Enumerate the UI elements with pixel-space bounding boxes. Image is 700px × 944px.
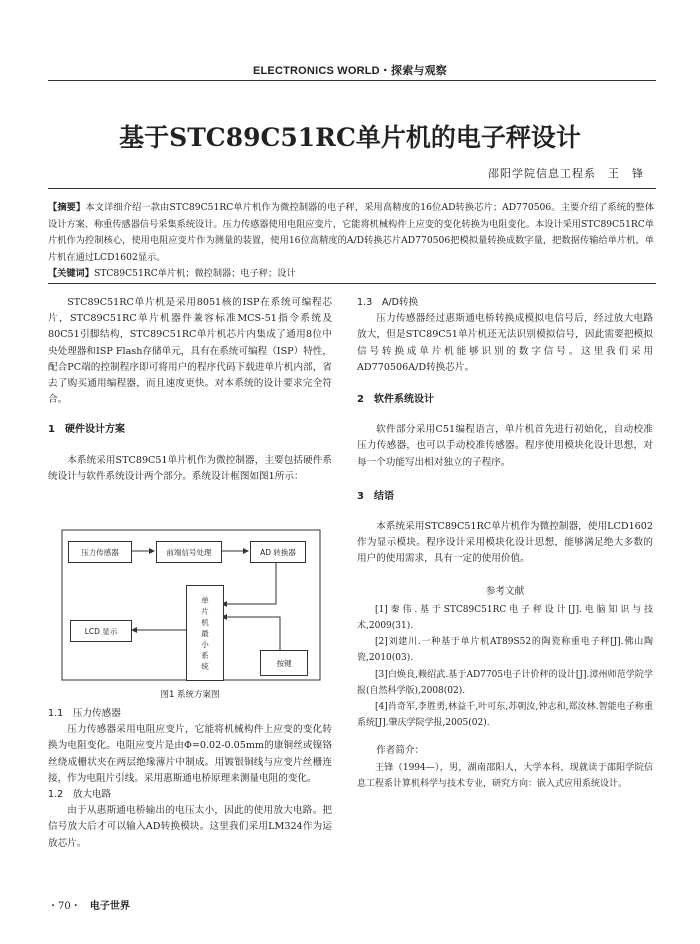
right-column (357, 295, 653, 792)
header-rule (48, 80, 656, 81)
section-1-2-text: 由于从惠斯通电桥输出的电压太小，因此的使用放大电路。把信号放大后才可以输入AD转换模块。这里我们采用LM324作为运放芯片。 (48, 805, 332, 849)
abstract-rule (48, 283, 656, 284)
magazine-name: 电子世界 (89, 901, 130, 912)
keywords-label: 【关键词】 (48, 268, 94, 280)
mcu-char: 小 (201, 639, 209, 649)
author-bio-text: 王锋（1994—），男，湖南邵阳人，大学本科，现就读于邵阳学院信息工程系计算机科学与技术专业，研究方向：嵌入式应用系统设计。 (357, 762, 653, 789)
figure-caption: 图1 系统方案图 (160, 690, 220, 700)
mcu-block (186, 585, 224, 681)
references-title: 参考文献 (485, 585, 525, 597)
keywords-text: STC89C51RC单片机；微控制器；电子秤；设计 (93, 268, 296, 280)
reference-item: [4]肖奇军,李胜勇,林益千,叶可东,苏朝汝,钟志和,郑汝林.智能电子称重系统[J].肇庆学院学报,2005(02). (357, 702, 653, 729)
mcu-char: 片 (201, 606, 209, 616)
front-end-block: 前端信号处理 (156, 541, 222, 563)
left-column (48, 295, 332, 485)
lcd-block: LCD 显示 (70, 620, 132, 642)
reference-item: [2]刘建川.一种基于单片机AT89S52的陶瓷称重电子秤[J].佛山陶瓷,2010(03). (357, 637, 653, 664)
section-3-heading: 3 结语 (357, 490, 394, 502)
abstract-block (48, 200, 654, 283)
mcu-char: 最 (201, 628, 209, 638)
author-bio (357, 760, 653, 792)
pressure-sensor-block: 压力传感器 (68, 541, 132, 563)
section-1-3-text: 压力传感器经过惠斯通电桥转换成模拟电信号后，经过放大电路放大，但是STC89C51单片机还无法识别模拟信号，因此需要把模拟信号转换成单片机能够识别的数字信号。这里我们采用AD770506A/D转换芯片。 (357, 313, 653, 373)
section-1-heading: 1 硬件设计方案 (48, 424, 125, 436)
system-block-diagram (48, 527, 332, 685)
section-1-1-text: 压力传感器采用电阻应变片，它能将机械构件上应变的变化转换为电阻变化。电阻应变片是由Φ=0.02-0.05mm的康铜丝或镍铬丝绕成栅状夹在两层绝缘薄片中制成。用镀银铜线与应变片丝栅连接，作为电阻片引线。采用惠斯通电桥原理来测量电阻的变化。 (48, 724, 332, 784)
section-1-3-heading: 1.3 A/D转换 (357, 297, 419, 308)
abstract-text: 本文详细介绍一款由STC89C51RC单片机作为微控制器的电子秤，采用高精度的16位AD转换芯片；AD770506。主要介绍了系统的整体设计方案、称重传感器信号采集系统设计。压力传感器使用电阻应变片，它能将机械构件上应变的变化转换为电阻变化。本设计采用STC89C51RC单片机作为控制核心，使用电阻应变片作为测量的装置，使用16位高精度的A/D转换芯片AD770506把模拟量转换成数字量，把数据传输给单片机，单片机在通过LCD1602显示。 (48, 202, 655, 263)
mcu-char: 机 (201, 617, 209, 627)
section-2-text: 软件部分采用C51编程语言，单片机首先进行初始化，自动校准压力传感器，也可以手动校准传感器。程序使用模块化设计思想，对每一个功能写出相对独立的子程序。 (357, 424, 653, 468)
mcu-char: 单 (201, 595, 209, 605)
mcu-char: 系 (201, 650, 209, 660)
running-header: ELECTRONICS WORLD・探索与观察 (252, 65, 448, 77)
section-1-1-heading: 1.1 压力传感器 (48, 708, 121, 719)
mcu-char: 统 (201, 661, 209, 671)
page-footer (48, 897, 130, 912)
section-2-heading: 2 软件系统设计 (357, 394, 434, 406)
section-3-text: 本系统采用STC89C51RC单片机作为微控制器，使用LCD1602作为显示模块。程序设计采用模块化设计思想，能够满足绝大多数的用户的使用需求，具有一定的使用价值。 (357, 521, 653, 565)
left-column-lower (48, 706, 332, 852)
abstract-label: 【摘要】 (48, 202, 86, 213)
reference-item: [3]白焕良,赖绍武.基于AD7705电子计价秤的设计[J].漳州师范学院学报(自然科学版),2008(02). (357, 669, 653, 696)
ad-converter-block: AD 转换器 (250, 541, 306, 563)
section-1-2-heading: 1.2 放大电路 (48, 789, 112, 801)
author-affiliation: 邵阳学院信息工程系 王 锋 (488, 167, 644, 180)
intro-paragraph: STC89C51RC单片机是采用8051核的ISP在系统可编程芯片，STC89C51RC单片机器件兼容标准MCS-51指令系统及80C51引脚结构，STC89C51RC单片机芯片内集成了通用8位中央处理器和ISP Flash存储单元，具有在系统可编程（ISP）特性，配合PC端的控制程序即可将用户的程序代码下载进单片机内部，省去了购买通用编程器，而且速度更快。对本系统的设计要求完全符合。 (48, 297, 332, 406)
references-list (357, 602, 653, 732)
page-number: ・70・ (48, 901, 81, 912)
title-rule (48, 188, 656, 189)
reference-item: [1]秦伟.基于STC89C51RC电子秤设计[J].电脑知识与技术,2009(31). (357, 604, 653, 632)
keypad-block: 按键 (260, 650, 308, 676)
bio-title: 作者简介： (376, 745, 425, 757)
article-title: 基于STC89C51RC单片机的电子秤设计 (119, 123, 581, 152)
section-1-text: 本系统采用STC89C51单片机作为微控制器，主要包括硬件系统设计与软件系统设计两个部分。系统设计框图如图1所示： (48, 454, 332, 482)
